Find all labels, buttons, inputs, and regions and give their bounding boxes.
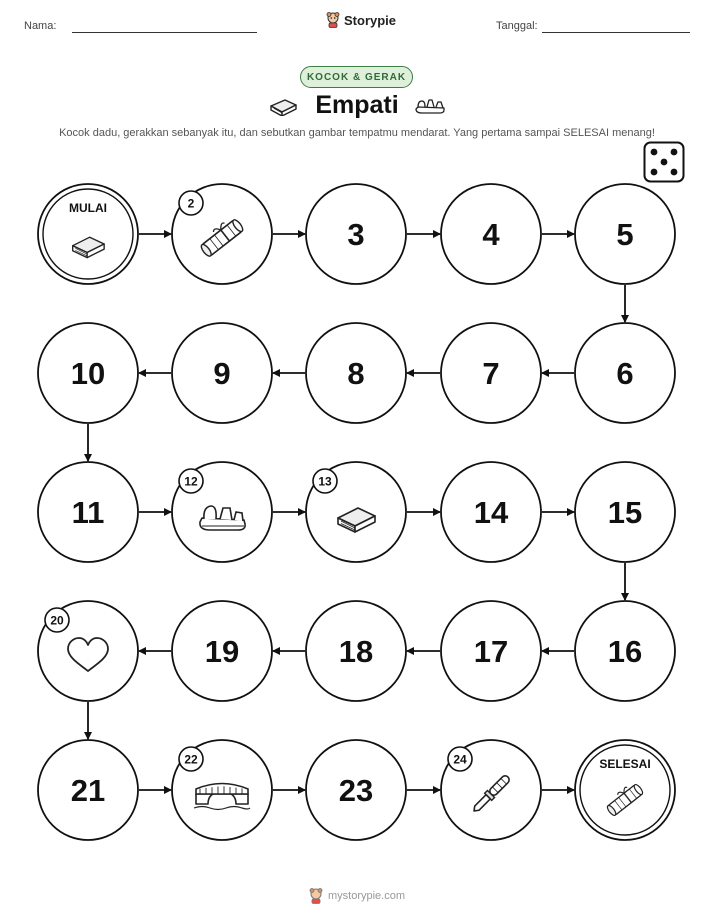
- board-space-17[interactable]: [441, 601, 541, 701]
- space-number: 6: [616, 356, 634, 391]
- space-number: 15: [607, 495, 643, 530]
- space-number-badge: [45, 608, 69, 632]
- board-space-13[interactable]: [306, 462, 406, 562]
- page-title: Empati: [315, 91, 399, 119]
- board-space-14[interactable]: [441, 462, 541, 562]
- space-number: 21: [70, 773, 106, 808]
- board-space-9[interactable]: [172, 323, 272, 423]
- space-number-badge: [313, 469, 337, 493]
- space-number: 13: [318, 474, 332, 489]
- space-number: 23: [338, 773, 374, 808]
- board-space-7[interactable]: [441, 323, 541, 423]
- space-number: 4: [482, 217, 500, 252]
- space-number: 14: [473, 495, 509, 530]
- finish-label: SELESAI: [599, 757, 651, 771]
- space-number: 8: [347, 356, 365, 391]
- space-number: 10: [70, 356, 106, 391]
- board-space-18[interactable]: [306, 601, 406, 701]
- space-number-badge: [179, 191, 203, 215]
- date-label: Tanggal:: [496, 20, 538, 32]
- start-label: MULAI: [69, 201, 107, 215]
- space-number: 7: [482, 356, 500, 391]
- storypie-mascot-icon: [309, 888, 323, 904]
- space-number: 22: [184, 752, 198, 767]
- board-space-19[interactable]: [172, 601, 272, 701]
- board-space-3[interactable]: [306, 184, 406, 284]
- space-number: 2: [187, 196, 195, 211]
- finish-space[interactable]: [575, 740, 675, 840]
- board-space-2[interactable]: [172, 184, 272, 284]
- footer: [0, 888, 714, 904]
- space-number-badge: [179, 469, 203, 493]
- board-space-22[interactable]: [172, 740, 272, 840]
- space-number: 3: [347, 217, 365, 252]
- space-number: 17: [473, 634, 509, 669]
- space-number: 20: [50, 613, 64, 628]
- space-number: 9: [213, 356, 231, 391]
- board-space-4[interactable]: [441, 184, 541, 284]
- instructions: Kocok dadu, gerakkan sebanyak itu, dan sebutkan gambar tempatmu mendarat. Yang pertama sampai SELESAI menang!: [59, 127, 655, 139]
- name-label: Nama:: [24, 20, 57, 32]
- board-space-12[interactable]: [172, 462, 272, 562]
- footer-url[interactable]: mystorypie.com: [327, 890, 406, 902]
- space-number: 19: [204, 634, 240, 669]
- space-number: 24: [453, 752, 467, 767]
- board-space-6[interactable]: [575, 323, 675, 423]
- brand-name: Storypie: [344, 12, 397, 28]
- space-number: 12: [184, 474, 198, 489]
- space-number-badge: [179, 747, 203, 771]
- space-number: 11: [71, 495, 105, 530]
- start-space[interactable]: [38, 184, 138, 284]
- board-space-23[interactable]: [306, 740, 406, 840]
- board-space-16[interactable]: [575, 601, 675, 701]
- board-space-5[interactable]: [575, 184, 675, 284]
- activity-badge: KOCOK & GERAK: [300, 66, 413, 88]
- space-number: 18: [338, 634, 374, 669]
- space-number: 5: [616, 217, 634, 252]
- board-space-24[interactable]: [441, 740, 541, 840]
- board-space-21[interactable]: [38, 740, 138, 840]
- board-space-11[interactable]: [38, 462, 138, 562]
- board-space-8[interactable]: [306, 323, 406, 423]
- space-number-badge: [448, 747, 472, 771]
- space-number: 16: [607, 634, 643, 669]
- board-space-10[interactable]: [38, 323, 138, 423]
- board-space-15[interactable]: [575, 462, 675, 562]
- board-space-20[interactable]: [38, 601, 138, 701]
